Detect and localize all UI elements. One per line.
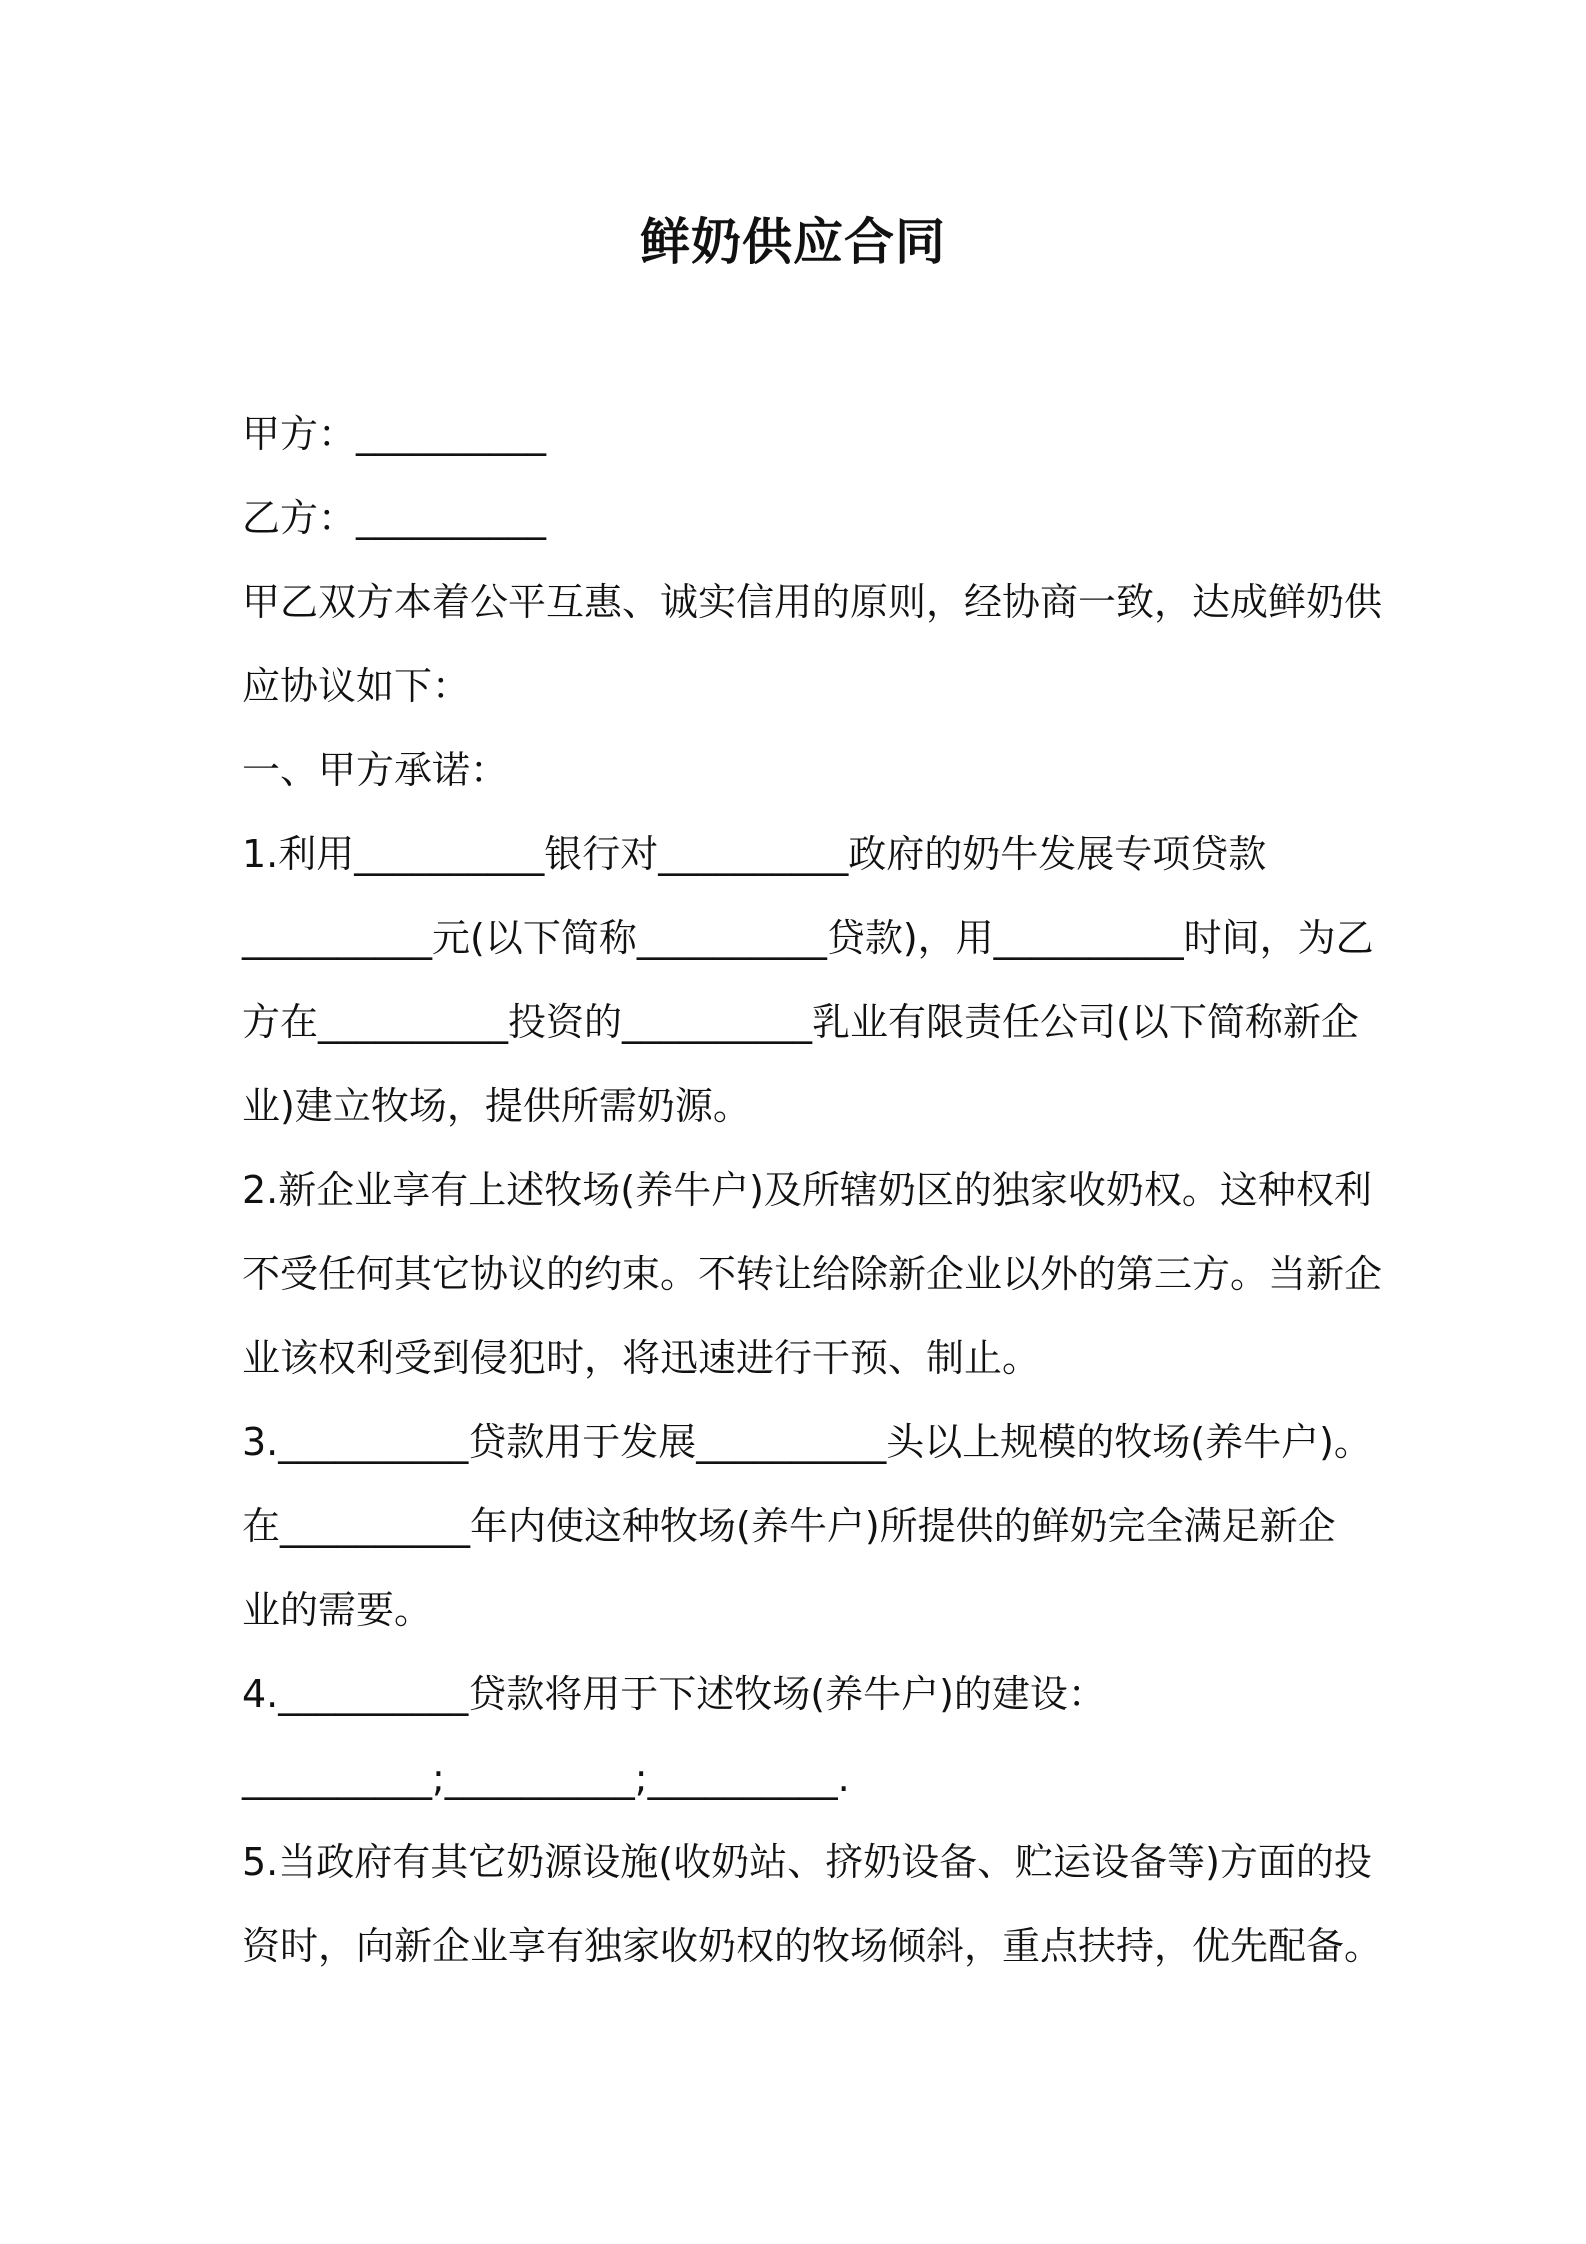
section-heading: 一、甲方承诺： bbox=[242, 748, 509, 792]
preamble-line-2: 应协议如下： bbox=[242, 664, 471, 708]
clause-2-line-3: 业该权利受到侵犯时，将迅速进行干预、制止。 bbox=[242, 1336, 1041, 1380]
clause-5-line-2: 资时，向新企业享有独家收奶权的牧场倾斜，重点扶持，优先配备。 bbox=[242, 1924, 1383, 1968]
clause-1-line-2: __________元(以下简称__________贷款)，用__________时间，为乙 bbox=[242, 916, 1374, 960]
clause-3-line-2: 在__________年内使这种牧场(养牛户)所提供的鲜奶完全满足新企 bbox=[242, 1504, 1336, 1548]
clause-1-line-1: 1.利用__________银行对__________政府的奶牛发展专项贷款 bbox=[242, 832, 1267, 876]
party-b-line: 乙方：__________ bbox=[242, 496, 547, 540]
document-title: 鲜奶供应合同 bbox=[640, 213, 946, 271]
preamble-line-1: 甲乙双方本着公平互惠、诚实信用的原则，经协商一致，达成鲜奶供 bbox=[242, 580, 1383, 624]
clause-1-line-4: 业)建立牧场，提供所需奶源。 bbox=[242, 1084, 751, 1128]
clause-4-line-2: __________;__________;__________. bbox=[242, 1756, 850, 1800]
clause-1-line-3: 方在__________投资的__________乳业有限责任公司(以下简称新企 bbox=[242, 1000, 1359, 1044]
clause-3-line-3: 业的需要。 bbox=[242, 1588, 433, 1632]
clause-4-line-1: 4.__________贷款将用于下述牧场(养牛户)的建设： bbox=[242, 1672, 1106, 1716]
party-a-line: 甲方：__________ bbox=[242, 412, 547, 456]
clause-2-line-1: 2.新企业享有上述牧场(养牛户)及所辖奶区的独家收奶权。这种权利 bbox=[242, 1168, 1372, 1212]
clause-2-line-2: 不受任何其它协议的约束。不转让给除新企业以外的第三方。当新企 bbox=[242, 1252, 1383, 1296]
clause-5-line-1: 5.当政府有其它奶源设施(收奶站、挤奶设备、贮运设备等)方面的投 bbox=[242, 1840, 1372, 1884]
clause-3-line-1: 3.__________贷款用于发展__________头以上规模的牧场(养牛户)。 bbox=[242, 1420, 1372, 1464]
